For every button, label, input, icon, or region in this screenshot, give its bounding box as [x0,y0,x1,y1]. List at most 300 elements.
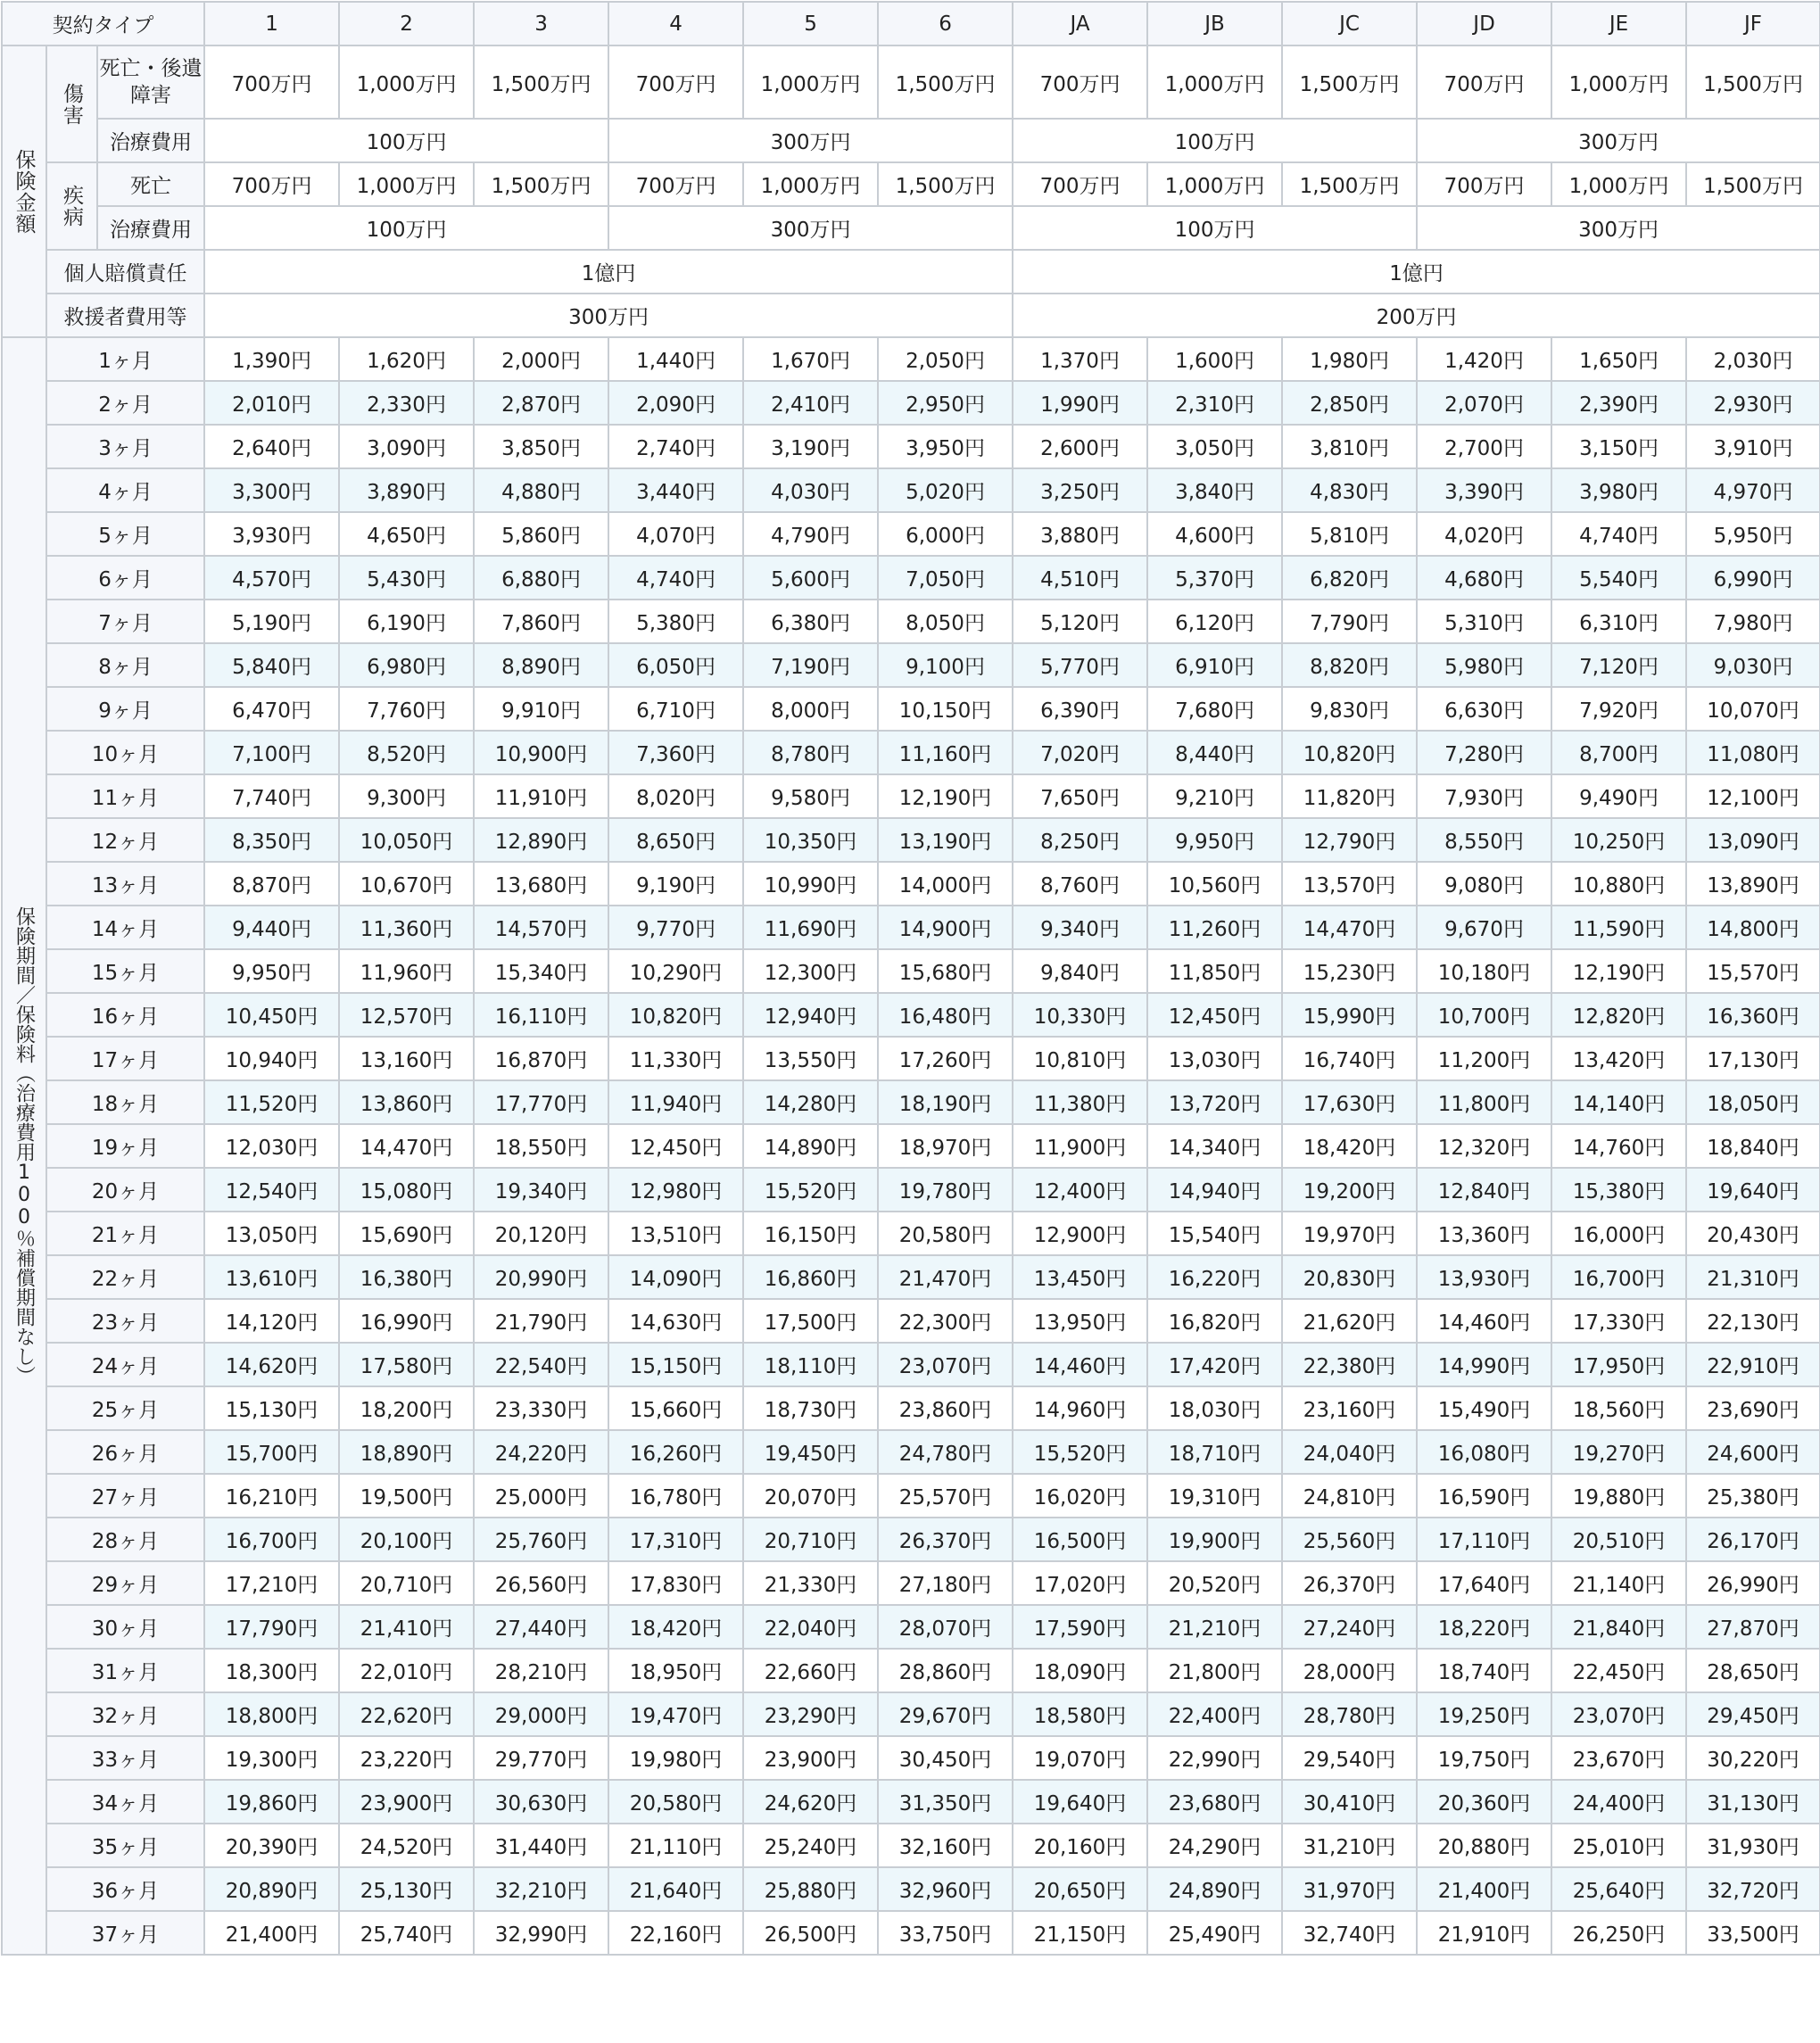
premium-cell: 1,670円 [743,337,878,381]
premium-cell: 29,770円 [474,1736,608,1780]
premium-cell: 25,560円 [1282,1518,1417,1561]
premium-cell: 4,680円 [1417,556,1551,600]
premium-cell: 14,090円 [608,1255,743,1299]
premium-cell: 15,380円 [1551,1168,1686,1212]
premium-cell: 20,710円 [743,1518,878,1561]
premium-cell: 12,890円 [474,818,608,862]
premium-cell: 15,540円 [1147,1212,1282,1255]
premium-cell: 5,310円 [1417,600,1551,643]
premium-cell: 16,820円 [1147,1299,1282,1343]
premium-cell: 22,450円 [1551,1649,1686,1692]
premium-cell: 2,640円 [204,425,339,468]
premium-cell: 21,800円 [1147,1649,1282,1692]
premium-cell: 32,960円 [878,1867,1013,1911]
type-header-cell: JB [1147,2,1282,45]
premium-cell: 32,160円 [878,1824,1013,1867]
premium-cell: 3,090円 [339,425,474,468]
premium-cell: 1,980円 [1282,337,1417,381]
premium-cell: 2,700円 [1417,425,1551,468]
premium-cell: 14,470円 [1282,906,1417,949]
premium-cell: 21,400円 [204,1911,339,1955]
coverage-cell: 700万円 [204,45,339,119]
premium-cell: 26,500円 [743,1911,878,1955]
premium-cell: 23,290円 [743,1692,878,1736]
premium-cell: 2,030円 [1686,337,1820,381]
premium-cell: 25,570円 [878,1474,1013,1518]
premium-cell: 12,820円 [1551,993,1686,1037]
premium-cell: 20,160円 [1013,1824,1147,1867]
coverage-cell: 700万円 [1417,162,1551,206]
premium-cell: 3,190円 [743,425,878,468]
premium-cell: 16,360円 [1686,993,1820,1037]
premium-cell: 13,090円 [1686,818,1820,862]
premium-cell: 7,980円 [1686,600,1820,643]
coverage-cell: 1,500万円 [1686,45,1820,119]
premium-cell: 25,490円 [1147,1911,1282,1955]
coverage-cell: 100万円 [1013,119,1417,162]
premium-cell: 15,690円 [339,1212,474,1255]
premium-cell: 21,790円 [474,1299,608,1343]
premium-cell: 5,840円 [204,643,339,687]
premium-cell: 10,820円 [608,993,743,1037]
premium-cell: 30,410円 [1282,1780,1417,1824]
period-label: 20ヶ月 [46,1168,204,1212]
premium-cell: 27,240円 [1282,1605,1417,1649]
premium-cell: 18,740円 [1417,1649,1551,1692]
premium-cell: 12,190円 [878,774,1013,818]
premium-cell: 16,700円 [204,1518,339,1561]
premium-cell: 14,570円 [474,906,608,949]
premium-cell: 8,020円 [608,774,743,818]
premium-row [2,993,1820,1037]
premium-cell: 1,390円 [204,337,339,381]
premium-cell: 26,990円 [1686,1561,1820,1605]
period-label: 21ヶ月 [46,1212,204,1255]
period-label: 6ヶ月 [46,556,204,600]
premium-cell: 19,270円 [1551,1430,1686,1474]
premium-cell: 13,890円 [1686,862,1820,906]
premium-cell: 12,790円 [1282,818,1417,862]
premium-cell: 4,570円 [204,556,339,600]
premium-cell: 13,160円 [339,1037,474,1080]
premium-cell: 7,680円 [1147,687,1282,731]
premium-cell: 9,950円 [204,949,339,993]
coverage-cell: 700万円 [1013,162,1147,206]
premium-cell: 11,200円 [1417,1037,1551,1080]
premium-cell: 23,220円 [339,1736,474,1780]
period-label: 7ヶ月 [46,600,204,643]
premium-cell: 7,740円 [204,774,339,818]
premium-cell: 20,520円 [1147,1561,1282,1605]
premium-row [2,1168,1820,1212]
premium-row [2,556,1820,600]
premium-cell: 19,860円 [204,1780,339,1824]
premium-cell: 16,780円 [608,1474,743,1518]
period-label: 23ヶ月 [46,1299,204,1343]
premium-cell: 13,610円 [204,1255,339,1299]
premium-cell: 19,500円 [339,1474,474,1518]
period-label: 13ヶ月 [46,862,204,906]
type-header-cell: JD [1417,2,1551,45]
premium-cell: 6,710円 [608,687,743,731]
premium-cell: 14,340円 [1147,1124,1282,1168]
period-label: 35ヶ月 [46,1824,204,1867]
rescue-row [2,294,1820,337]
premium-cell: 5,600円 [743,556,878,600]
premium-cell: 28,860円 [878,1649,1013,1692]
premium-cell: 14,940円 [1147,1168,1282,1212]
premium-cell: 25,380円 [1686,1474,1820,1518]
premium-cell: 28,000円 [1282,1649,1417,1692]
premium-row [2,1124,1820,1168]
premium-cell: 17,110円 [1417,1518,1551,1561]
premium-cell: 11,800円 [1417,1080,1551,1124]
premium-cell: 28,650円 [1686,1649,1820,1692]
illness-medical-label: 治療費用 [97,206,204,250]
period-label: 29ヶ月 [46,1561,204,1605]
premium-cell: 23,900円 [339,1780,474,1824]
premium-cell: 12,450円 [1147,993,1282,1037]
premium-cell: 25,240円 [743,1824,878,1867]
coverage-cell: 300万円 [204,294,1013,337]
premium-row [2,1911,1820,1955]
premium-cell: 21,310円 [1686,1255,1820,1299]
injury-death-label: 死亡・後遺障害 [97,45,204,119]
premium-cell: 19,640円 [1013,1780,1147,1824]
premium-cell: 31,970円 [1282,1867,1417,1911]
premium-cell: 17,420円 [1147,1343,1282,1386]
premium-cell: 28,780円 [1282,1692,1417,1736]
premium-cell: 14,890円 [743,1124,878,1168]
premium-cell: 21,840円 [1551,1605,1686,1649]
premium-cell: 26,370円 [1282,1561,1417,1605]
period-label: 2ヶ月 [46,381,204,425]
premium-cell: 18,110円 [743,1343,878,1386]
premium-cell: 6,880円 [474,556,608,600]
premium-cell: 8,870円 [204,862,339,906]
premium-cell: 16,150円 [743,1212,878,1255]
premium-row [2,1343,1820,1386]
premium-cell: 15,130円 [204,1386,339,1430]
premium-cell: 8,780円 [743,731,878,774]
premium-cell: 23,900円 [743,1736,878,1780]
premium-cell: 23,670円 [1551,1736,1686,1780]
premium-cell: 16,990円 [339,1299,474,1343]
premium-cell: 23,160円 [1282,1386,1417,1430]
premium-cell: 14,460円 [1417,1299,1551,1343]
premium-cell: 2,390円 [1551,381,1686,425]
premium-cell: 27,440円 [474,1605,608,1649]
premium-cell: 7,920円 [1551,687,1686,731]
premium-cell: 10,560円 [1147,862,1282,906]
premium-cell: 11,940円 [608,1080,743,1124]
coverage-cell: 1億円 [204,250,1013,294]
premium-cell: 19,470円 [608,1692,743,1736]
premium-cell: 13,030円 [1147,1037,1282,1080]
premium-cell: 16,380円 [339,1255,474,1299]
premium-cell: 32,720円 [1686,1867,1820,1911]
premium-cell: 17,630円 [1282,1080,1417,1124]
premium-cell: 20,390円 [204,1824,339,1867]
premium-cell: 17,830円 [608,1561,743,1605]
premium-cell: 23,860円 [878,1386,1013,1430]
premium-cell: 25,000円 [474,1474,608,1518]
premium-cell: 29,450円 [1686,1692,1820,1736]
premium-cell: 6,390円 [1013,687,1147,731]
premium-cell: 7,190円 [743,643,878,687]
type-header-cell: 1 [204,2,339,45]
premium-cell: 18,090円 [1013,1649,1147,1692]
premium-cell: 29,540円 [1282,1736,1417,1780]
premium-cell: 24,040円 [1282,1430,1417,1474]
premium-cell: 32,210円 [474,1867,608,1911]
premium-cell: 4,880円 [474,468,608,512]
period-label: 22ヶ月 [46,1255,204,1299]
premium-cell: 3,300円 [204,468,339,512]
premium-cell: 18,840円 [1686,1124,1820,1168]
premium-cell: 24,520円 [339,1824,474,1867]
coverage-cell: 1,000万円 [743,162,878,206]
premium-cell: 6,000円 [878,512,1013,556]
premium-cell: 16,210円 [204,1474,339,1518]
premium-cell: 12,900円 [1013,1212,1147,1255]
premium-cell: 10,700円 [1417,993,1551,1037]
premium-cell: 24,810円 [1282,1474,1417,1518]
premium-cell: 19,750円 [1417,1736,1551,1780]
premium-cell: 9,080円 [1417,862,1551,906]
premium-cell: 5,020円 [878,468,1013,512]
premium-cell: 13,950円 [1013,1299,1147,1343]
premium-cell: 13,550円 [743,1037,878,1080]
premium-cell: 3,930円 [204,512,339,556]
premium-cell: 17,020円 [1013,1561,1147,1605]
premium-cell: 3,050円 [1147,425,1282,468]
premium-row [2,774,1820,818]
premium-cell: 8,350円 [204,818,339,862]
premium-cell: 11,910円 [474,774,608,818]
premium-cell: 18,220円 [1417,1605,1551,1649]
premium-row [2,818,1820,862]
period-label: 9ヶ月 [46,687,204,731]
coverage-cell: 1億円 [1013,250,1820,294]
premium-cell: 18,050円 [1686,1080,1820,1124]
coverage-section-label: 保険金額 [2,45,46,337]
premium-cell: 5,430円 [339,556,474,600]
premium-cell: 15,150円 [608,1343,743,1386]
premium-cell: 14,280円 [743,1080,878,1124]
coverage-cell: 300万円 [608,206,1013,250]
premium-cell: 10,990円 [743,862,878,906]
premium-cell: 25,740円 [339,1911,474,1955]
premium-cell: 7,050円 [878,556,1013,600]
premium-cell: 8,250円 [1013,818,1147,862]
premium-row [2,862,1820,906]
premium-cell: 16,220円 [1147,1255,1282,1299]
premium-cell: 24,290円 [1147,1824,1282,1867]
premium-cell: 19,310円 [1147,1474,1282,1518]
coverage-cell: 700万円 [1417,45,1551,119]
premium-cell: 7,650円 [1013,774,1147,818]
premium-cell: 11,080円 [1686,731,1820,774]
premium-cell: 2,950円 [878,381,1013,425]
premium-cell: 7,760円 [339,687,474,731]
premium-cell: 12,840円 [1417,1168,1551,1212]
premium-cell: 17,500円 [743,1299,878,1343]
premium-cell: 26,560円 [474,1561,608,1605]
period-label: 24ヶ月 [46,1343,204,1386]
injury-medical-row [2,119,1820,162]
coverage-cell: 1,000万円 [1551,162,1686,206]
coverage-cell: 1,000万円 [1147,45,1282,119]
premium-cell: 8,520円 [339,731,474,774]
premium-cell: 7,860円 [474,600,608,643]
illness-death-label: 死亡 [97,162,204,206]
premium-row [2,1080,1820,1124]
premium-cell: 10,810円 [1013,1037,1147,1080]
premium-cell: 13,930円 [1417,1255,1551,1299]
period-label: 31ヶ月 [46,1649,204,1692]
premium-cell: 21,400円 [1417,1867,1551,1911]
premium-cell: 4,020円 [1417,512,1551,556]
premium-cell: 19,250円 [1417,1692,1551,1736]
premium-cell: 5,540円 [1551,556,1686,600]
premium-cell: 11,360円 [339,906,474,949]
period-label: 18ヶ月 [46,1080,204,1124]
period-label: 4ヶ月 [46,468,204,512]
premium-cell: 12,450円 [608,1124,743,1168]
premium-cell: 17,310円 [608,1518,743,1561]
period-label: 10ヶ月 [46,731,204,774]
premium-cell: 10,070円 [1686,687,1820,731]
premium-cell: 9,190円 [608,862,743,906]
premium-cell: 20,580円 [878,1212,1013,1255]
premium-cell: 4,740円 [608,556,743,600]
premium-cell: 7,280円 [1417,731,1551,774]
premium-cell: 9,030円 [1686,643,1820,687]
premium-cell: 27,870円 [1686,1605,1820,1649]
premium-cell: 10,450円 [204,993,339,1037]
period-label: 33ヶ月 [46,1736,204,1780]
premium-cell: 22,130円 [1686,1299,1820,1343]
premium-cell: 8,820円 [1282,643,1417,687]
period-label: 15ヶ月 [46,949,204,993]
premium-cell: 9,770円 [608,906,743,949]
premium-cell: 13,680円 [474,862,608,906]
premium-cell: 14,140円 [1551,1080,1686,1124]
premium-cell: 5,380円 [608,600,743,643]
premium-cell: 21,620円 [1282,1299,1417,1343]
premium-row [2,425,1820,468]
premium-cell: 22,660円 [743,1649,878,1692]
premium-cell: 11,160円 [878,731,1013,774]
period-label: 28ヶ月 [46,1518,204,1561]
premium-cell: 23,070円 [1551,1692,1686,1736]
injury-death-row [2,45,1820,119]
premium-cell: 18,890円 [339,1430,474,1474]
premium-cell: 2,600円 [1013,425,1147,468]
premium-cell: 6,630円 [1417,687,1551,731]
premium-row [2,1824,1820,1867]
premium-row [2,949,1820,993]
coverage-cell: 1,500万円 [1686,162,1820,206]
premium-cell: 19,900円 [1147,1518,1282,1561]
premium-cell: 25,130円 [339,1867,474,1911]
premium-cell: 24,220円 [474,1430,608,1474]
premium-cell: 5,770円 [1013,643,1147,687]
premium-cell: 3,890円 [339,468,474,512]
premium-cell: 16,000円 [1551,1212,1686,1255]
premium-cell: 26,250円 [1551,1911,1686,1955]
premium-cell: 15,990円 [1282,993,1417,1037]
premium-cell: 32,740円 [1282,1911,1417,1955]
premium-cell: 28,070円 [878,1605,1013,1649]
premium-cell: 3,950円 [878,425,1013,468]
coverage-cell: 700万円 [1013,45,1147,119]
premium-cell: 3,840円 [1147,468,1282,512]
premium-cell: 18,710円 [1147,1430,1282,1474]
coverage-cell: 1,500万円 [878,162,1013,206]
premium-cell: 18,580円 [1013,1692,1147,1736]
premium-cell: 22,910円 [1686,1343,1820,1386]
premium-cell: 4,030円 [743,468,878,512]
type-header-cell: 4 [608,2,743,45]
period-label: 37ヶ月 [46,1911,204,1955]
premium-cell: 1,370円 [1013,337,1147,381]
premium-cell: 33,500円 [1686,1911,1820,1955]
coverage-cell: 1,000万円 [339,162,474,206]
premium-cell: 13,860円 [339,1080,474,1124]
premium-cell: 15,660円 [608,1386,743,1430]
premium-cell: 7,930円 [1417,774,1551,818]
period-label: 14ヶ月 [46,906,204,949]
premium-cell: 8,550円 [1417,818,1551,862]
coverage-cell: 1,500万円 [1282,45,1417,119]
premium-cell: 5,810円 [1282,512,1417,556]
premium-cell: 21,640円 [608,1867,743,1911]
premium-row [2,381,1820,425]
premium-cell: 4,970円 [1686,468,1820,512]
premium-cell: 12,400円 [1013,1168,1147,1212]
premium-cell: 21,470円 [878,1255,1013,1299]
coverage-cell: 300万円 [608,119,1013,162]
coverage-cell: 1,500万円 [878,45,1013,119]
premium-cell: 10,050円 [339,818,474,862]
premium-cell: 16,500円 [1013,1518,1147,1561]
premium-cell: 18,800円 [204,1692,339,1736]
premium-cell: 11,690円 [743,906,878,949]
premium-cell: 18,560円 [1551,1386,1686,1430]
premium-cell: 20,830円 [1282,1255,1417,1299]
premium-cell: 18,420円 [608,1605,743,1649]
premium-cell: 31,930円 [1686,1824,1820,1867]
premium-cell: 12,030円 [204,1124,339,1168]
premium-cell: 20,510円 [1551,1518,1686,1561]
premium-cell: 19,970円 [1282,1212,1417,1255]
premium-row [2,600,1820,643]
coverage-cell: 1,000万円 [743,45,878,119]
premium-row [2,687,1820,731]
premium-row [2,1037,1820,1080]
premium-cell: 14,120円 [204,1299,339,1343]
premium-cell: 15,570円 [1686,949,1820,993]
premium-cell: 20,120円 [474,1212,608,1255]
premium-cell: 15,680円 [878,949,1013,993]
premium-cell: 32,990円 [474,1911,608,1955]
type-header-cell: 2 [339,2,474,45]
premium-cell: 14,470円 [339,1124,474,1168]
premium-cell: 5,120円 [1013,600,1147,643]
premium-cell: 6,980円 [339,643,474,687]
